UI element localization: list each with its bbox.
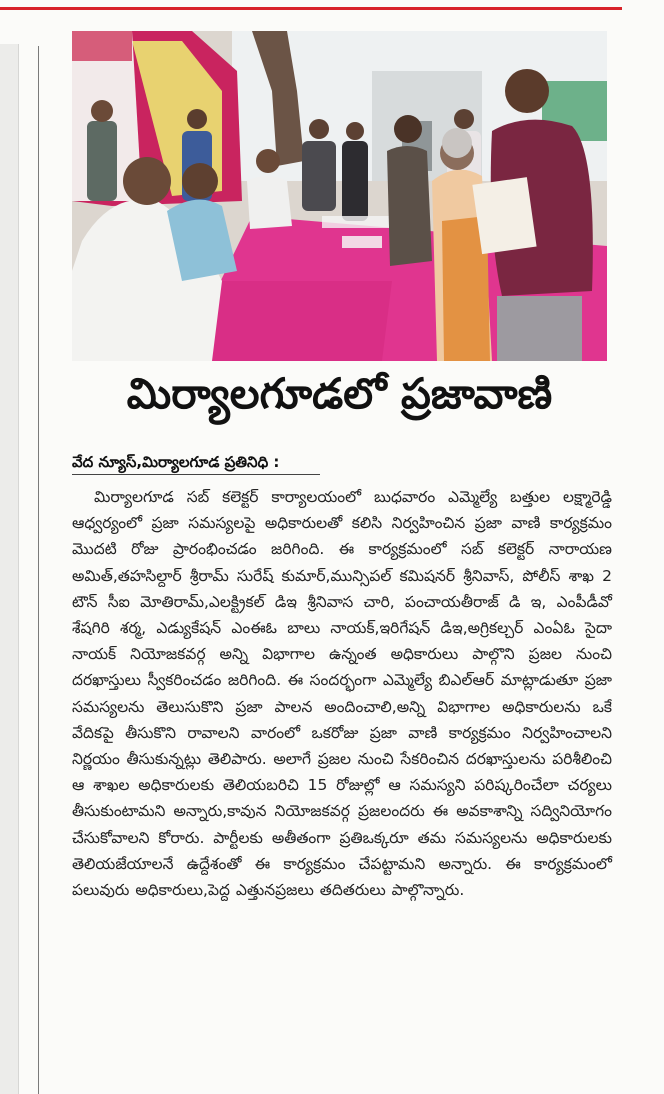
news-photo [72,31,607,361]
adjacent-column-strip [0,44,19,1094]
byline: వేద న్యూస్,మిర్యాలగూడ ప్రతినిధి : [72,453,280,471]
column-divider [38,46,39,1094]
article-body: మిర్యాలగూడ సబ్ కలెక్టర్ కార్యాలయంలో బుధవారం ఎమ్మెల్యే బత్తుల లక్ష్మారెడ్డి ఆధ్వర్యంలో ప్రజా సమస్యలపై అధికారులతో కలిసి నిర్వహించిన ప్రజా వాణి కార్యక్రమం మొదటి రోజు ప్రారంభించడం జరిగింది. ఈ కార్యక్రమంలో సబ్ కలెక్టర్ నారాయణ అమిత్,తహసిల్దార్ శ్రీరామ్ సురేష్ కుమార్,మున్సిపల్ కమిషనర్ శ్రీనివాస్, పోలీస్ శాఖ 2 టౌన్ సీఐ మోతిరామ్,ఎలక్ట్రికల్ డిఇ శ్రీనివాస చారి, పంచాయతీరాజ్ డి ఇ, ఎంపీడీవో శేషగిరి శర్మ, ఎడ్యుకేషన్ ఎంఈఓ బాలు నాయక్,ఇరిగేషన్ డిఇ,అగ్రికల్చర్ ఎంఏఓ సైదా నాయక్ నియోజకవర్గ అన్ని విభాగాల ఉన్నంత అధికారులు పాల్గొని ప్రజల నుంచి దరఖాస్తులు స్వీకరించడం జరిగింది. ఈ సందర్భంగా ఎమ్మెల్యే బిఎల్ఆర్ మాట్లాడుతూ ప్రజా సమస్యలను తెలుసుకొని ప్రజా పాలన అందించాలి,అన్ని విభాగాల అధికారులను ఒకే వేదికపై తీసుకొని రావాలని వారంలో ఒకరోజు ప్రజా వాణి కార్యక్రమం నిర్వహించాలని నిర్ణయం తీసుకున్నట్లు తెలిపారు. అలాగే ప్రజల నుంచి సేకరించిన దరఖాస్తులను పరిశీలించి ఆ శాఖల అధికారులకు తెలియబరిచి 15 రోజుల్లో ఆ సమస్యని పరిష్కరించేలా చర్యలు తీసుకుంటామని అన్నారు,కావున నియోజకవర్గ ప్రజలందరు ఈ అవకాశాన్ని సద్వినియోగం చేసుకోవాలని కోరారు. పార్టీలకు అతీతంగా ప్రతిఒక్కరూ తమ సమస్యలను అధికారులకు తెలియజేయాలనే ఉద్దేశంతో ఈ కార్యక్రమం చేపట్టామని అన్నారు. ఈ కార్యక్రమంలో పలువురు అధికారులు,పెద్ద ఎత్తునప్రజలు తదితరులు పాల్గొన్నారు. [72,488,612,900]
headline: మిర్యాలగూడలో ప్రజావాణి [126,369,553,418]
byline-underline [72,474,320,475]
top-red-rule [0,7,622,10]
